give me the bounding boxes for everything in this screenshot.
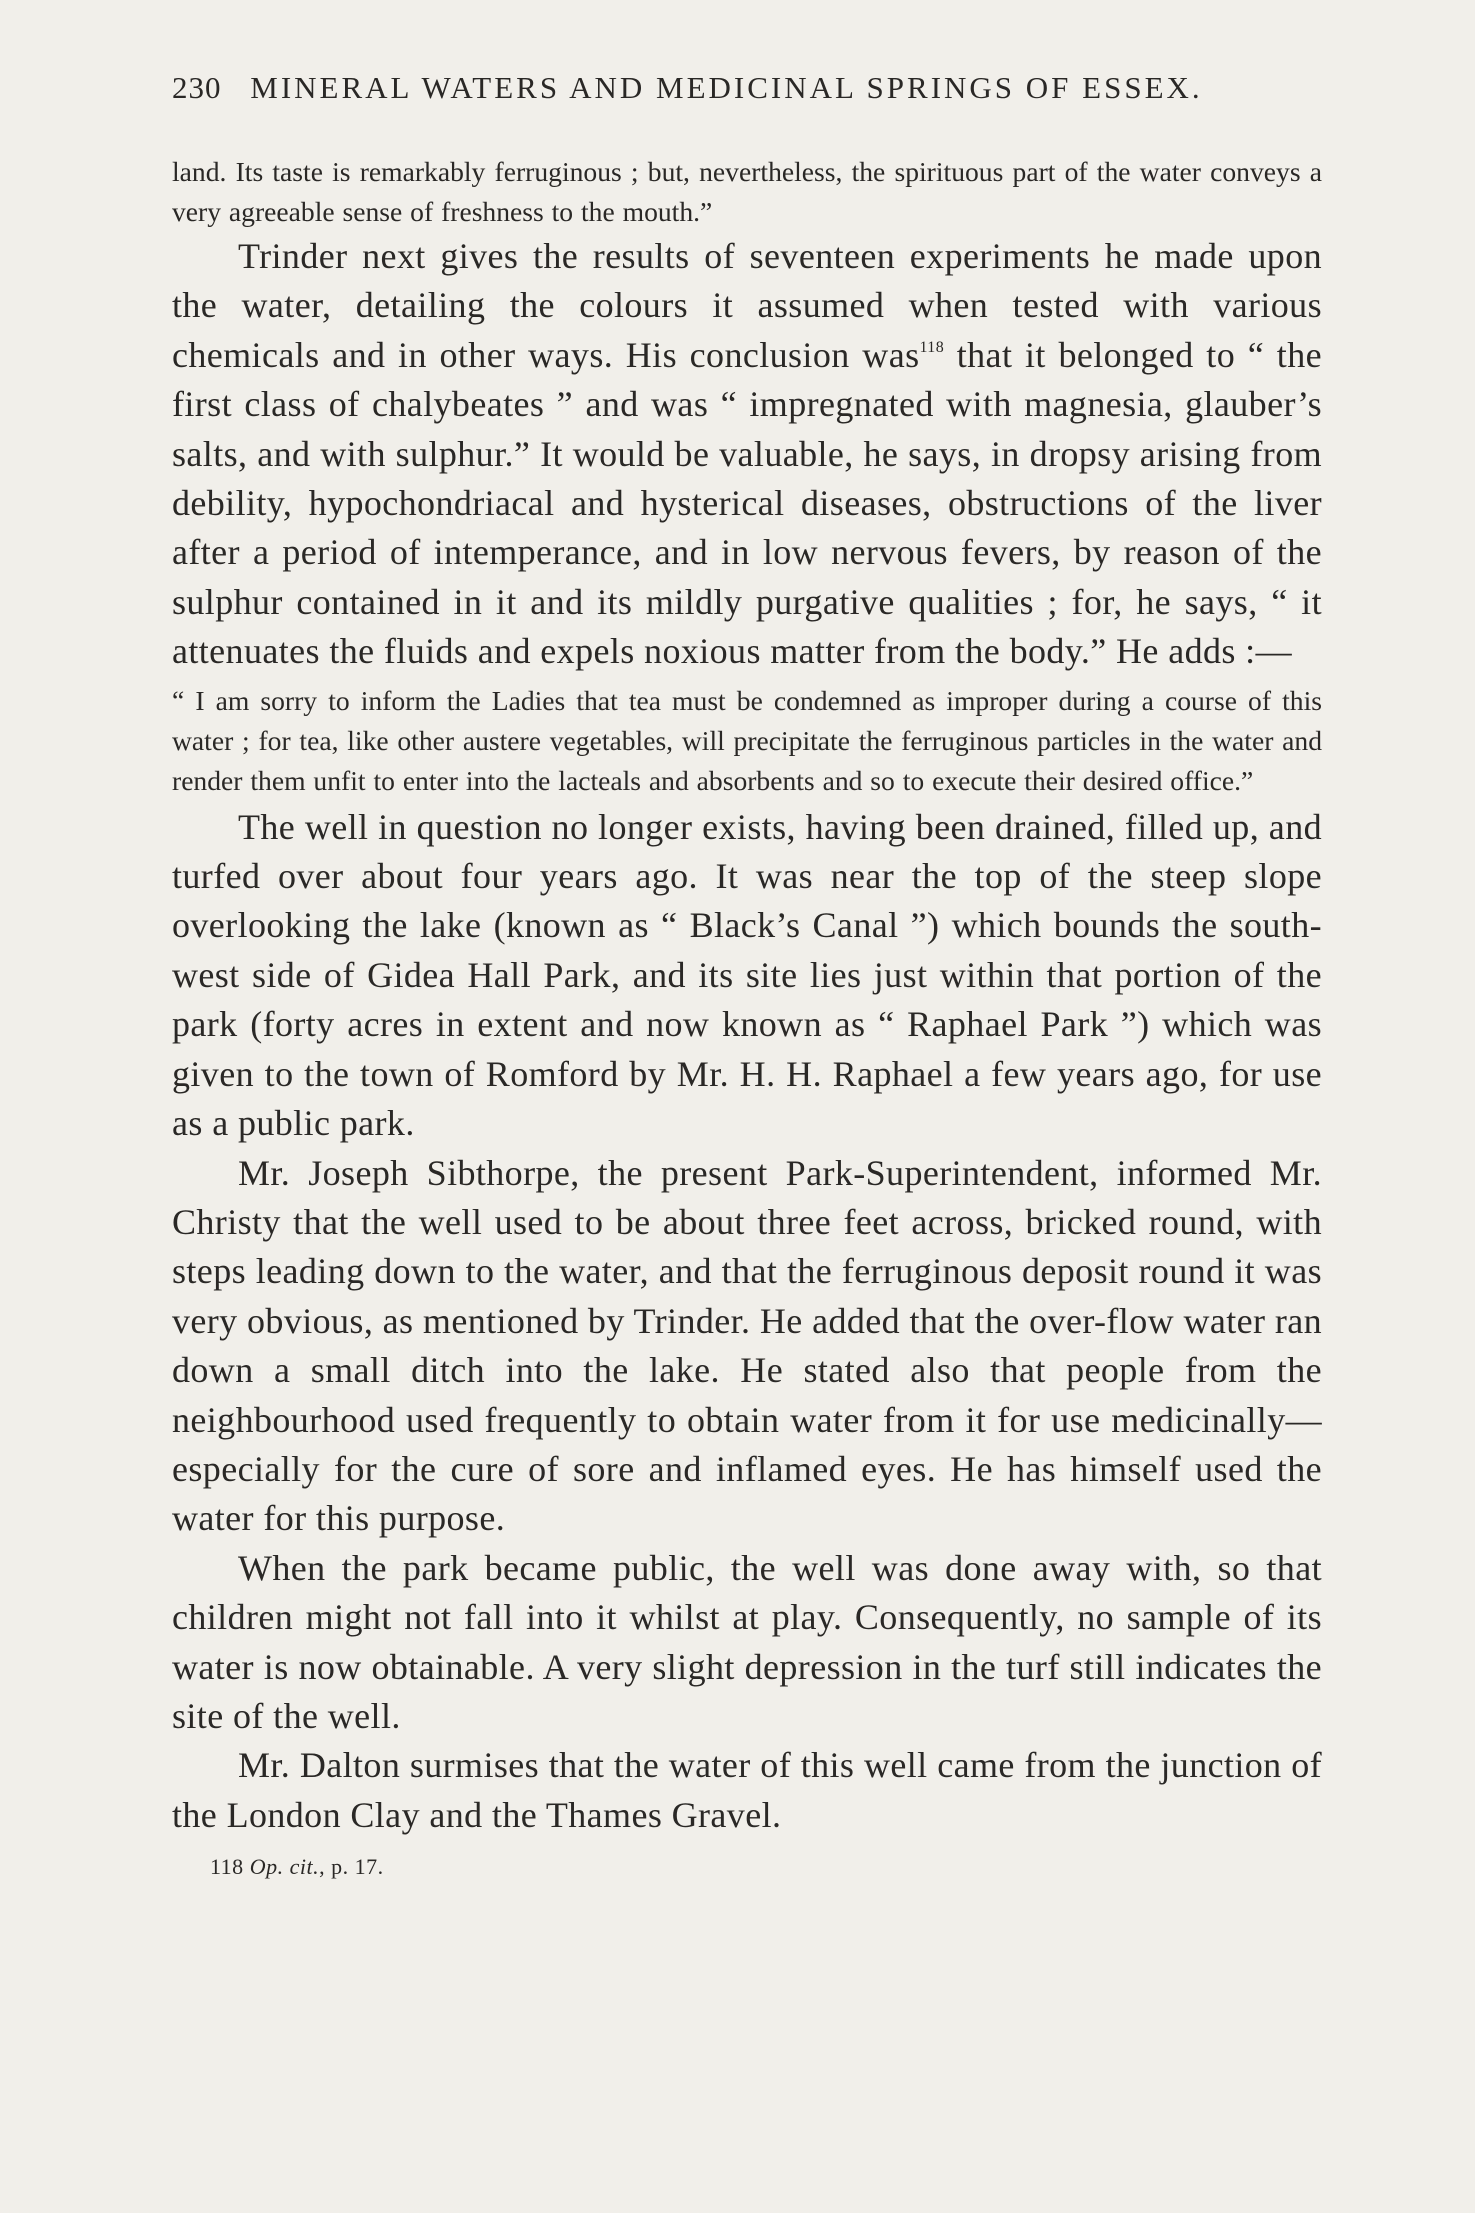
page-number: 230 — [172, 70, 222, 105]
running-title: MINERAL WATERS AND MEDICINAL SPRINGS OF ESSEX. — [250, 70, 1203, 105]
paragraph-well-history: The well in question no longer exists, having been drained, filled up, and turfed over about four years ago. It was near the top of the steep slope overlooking the lake (known as “ Black’s Canal ”) which bounds the south-west side of Gidea Hall Park, and its site lies just within that portion of the park (forty acres in extent and now known as “ Raphael Park ”) which was given to the town of Romford by Mr. H. H. Raphael a few years ago, for use as a public park. — [172, 806, 1322, 1144]
paragraph-well-removed: When the park became public, the well was done away with, so that children might not fall into it whilst at play. Consequently, no sample of its water is now obtainable. A very slight depression in the turf still indicates the site of the well. — [172, 1547, 1322, 1736]
paragraph-trinder-experiments — [172, 232, 1322, 677]
paragraph-text: that it belonged to “ the first class of chalybeates ” and was “ impregnated with magnesia, glauber’s salts, and with sulphur.” It would be valuable, he says, in dropsy arising from debility, hypochondriacal and hysterical diseases, obstructions of the liver after a period of intemperance, and in low nervous fevers, by reason of the sulphur contained in it and its mildly purgative qualities ; for, he says, “ it attenuates the fluids and expels noxious matter from the body.” He adds :— — [172, 334, 1322, 672]
paragraph-text: Trinder next gives the results of seventeen experiments he made upon the water, detailing the colours it assumed when tested with various chemicals and in other ways. His conclusion was — [172, 236, 1322, 375]
footnote-number: 118 — [210, 1854, 244, 1880]
paragraph-sibthorpe-account: Mr. Joseph Sibthorpe, the present Park-Superintendent, informed Mr. Christy that the well used to be about three feet across, bricked round, with steps leading down to the water, and that the ferruginous deposit round it was very obvious, as mentioned by Trinder. He added that the over-flow water ran down a small ditch into the lake. He stated also that people from the neighbourhood used frequently to obtain water from it for use medicinally—especially for the cure of sore and inflamed eyes. He has himself used the water for this purpose. — [172, 1152, 1322, 1539]
footnote-citation: Op. cit. — [249, 1854, 320, 1880]
opening-quote: land. Its taste is remarkably ferruginous ; but, nevertheless, the spirituous part of the water conveys a very agreeable sense of freshness to the mouth.” — [172, 156, 1322, 227]
footnote-page: , p. 17. — [319, 1854, 384, 1880]
footnote-reference: 118 — [919, 338, 945, 356]
footnote — [210, 1854, 1322, 1880]
running-head — [172, 70, 1322, 106]
page — [172, 70, 1322, 1880]
block-quote: “ I am sorry to inform the Ladies that tea must be condemned as improper during a course of this water ; for tea, like other austere vegetables, will precipitate the ferruginous particles in the water and render them unfit to enter into the lacteals and absorbents and so to execute their desired office.” — [172, 684, 1322, 796]
paragraph-dalton: Mr. Dalton surmises that the water of this well came from the junction of the London Clay and the Thames Gravel. — [172, 1745, 1322, 1835]
